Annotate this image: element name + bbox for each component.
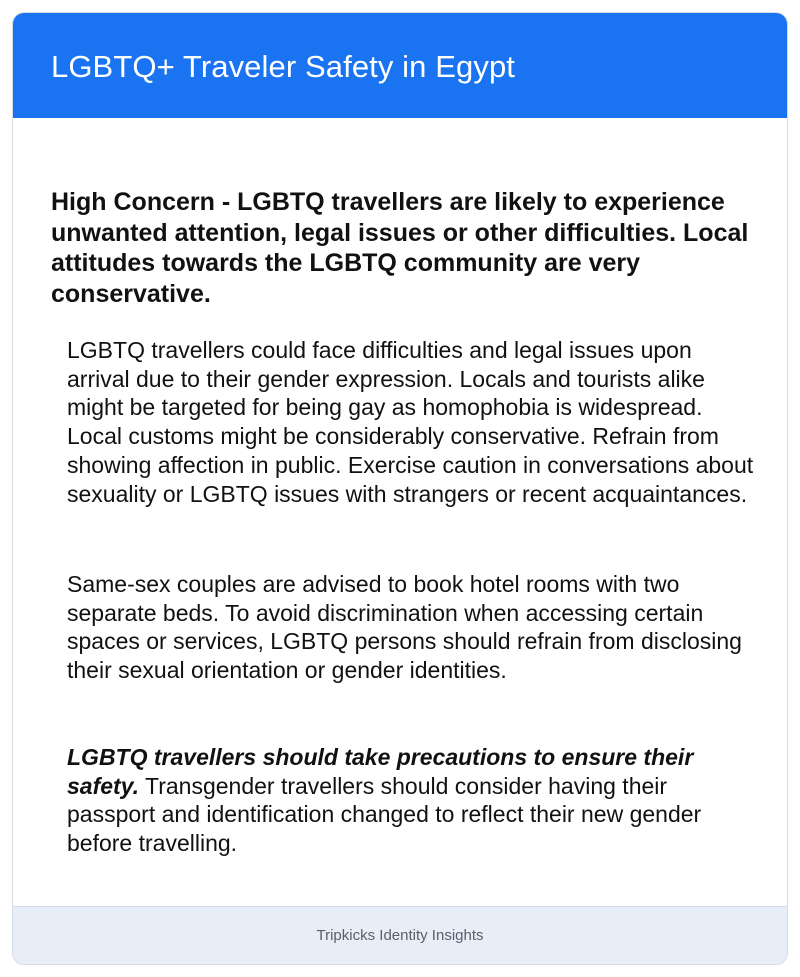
footer-brand-text: Tripkicks Identity Insights [316,927,484,944]
card-header [13,13,787,118]
paragraph-precautions [67,743,757,858]
page-title: LGBTQ+ Traveler Safety in Egypt [51,48,515,84]
card-footer [13,906,787,964]
safety-card [12,12,788,965]
card-content [13,118,787,908]
precautions-detail: Transgender travellers should consider having their passport and identification changed to reflect their new gender before travelling. [67,772,702,857]
paragraph-difficulties: LGBTQ travellers could face difficulties and legal issues upon arrival due to their gender expression. Locals and tourists alike might be targeted for being gay as homophobia is widespread. Local customs might be considerably conservative. Refrain from showing affection in public. Exercise caution in conversations about sexuality or LGBTQ issues with strangers or recent acquaintances. [67,337,754,507]
concern-summary: High Concern - LGBTQ travellers are likely to experience unwanted attention, legal issues or other difficulties. Local attitudes towards the LGBTQ community are very conservative. [51,188,749,308]
precautions-emphasis: LGBTQ travellers should take precautions to ensure their safety. [67,744,694,799]
paragraph-couples: Same-sex couples are advised to book hotel rooms with two separate beds. To avoid discrimination when accessing certain spaces or services, LGBTQ persons should refrain from disclosing their sexual orientation or gender identities. [67,571,742,684]
